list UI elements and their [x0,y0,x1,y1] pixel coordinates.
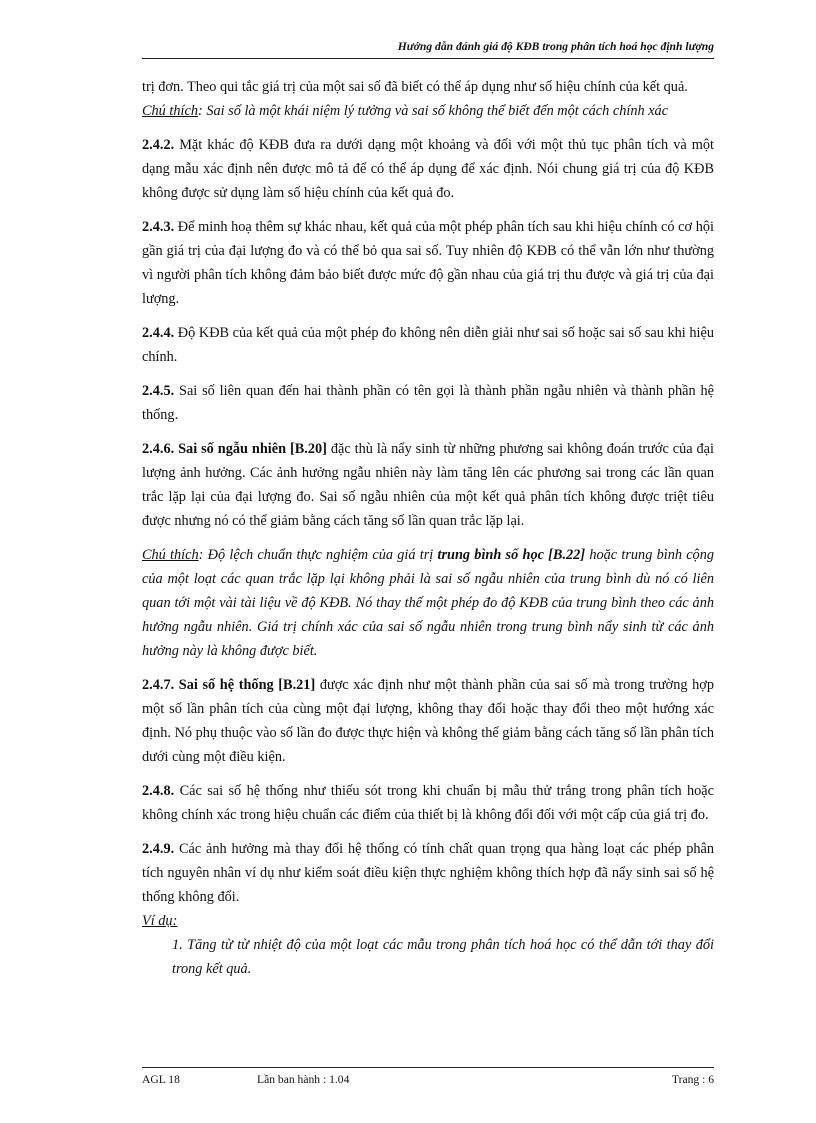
section-number: 2.4.5. [142,383,175,399]
example-label-text: Ví dụ: [142,913,178,929]
section-2-4-3 [142,215,714,311]
section-text: Để minh hoạ thêm sự khác nhau, kết quả của một phép phân tích sau khi hiệu chính có cơ hội gần giá trị của đại lượng đo và có thể bỏ qua sai số. Tuy nhiên độ KĐB có thể vẫn lớn như thường vì người phân tích không đảm bảo biết được mức độ gần nhau của giá trị thu được và giá trị của đại lượng. [142,219,714,307]
section-term: Sai số hệ thống [B.21] [178,677,316,693]
note-1-text: : Sai số là một khái niệm lý tưởng và sai số không thể biết đến một cách chính xác [198,103,669,119]
section-2-4-7 [142,673,714,769]
section-2-4-4 [142,321,714,369]
footer-doc-code: AGL 18 [142,1073,180,1086]
section-text: đặc thù là nẩy sinh từ những phương sai không đoán trước của đại lượng ảnh hưởng. Các ảnh hưởng ngẫu nhiên này làm tăng lên các phương sai trong các lần quan trắc lặp lại của đại lượng đo. Sai số ngẫu nhiên của một kết quả phân tích không được triệt tiêu được nhưng nó có thể giảm bằng cách tăng số lần quan trắc lặp lại. [142,441,714,529]
section-text: Sai số liên quan đến hai thành phần có tên gọi là thành phần ngẫu nhiên và thành phần hệ thống. [142,383,714,423]
section-text: Độ KĐB của kết quả của một phép đo không nên diễn giải như sai số hoặc sai số sau khi hiệu chính. [142,325,714,365]
example-item-1: 1. Tăng từ từ nhiệt độ của một loạt các mẫu trong phân tích hoá học có thể dẫn tới thay đổi trong kết quả. [172,937,714,977]
section-text: Các sai số hệ thống như thiếu sót trong khi chuẩn bị mẫu thử trắng trong phân tích hoặc không chính xác trong hiệu chuẩn các điểm của thiết bị là không đổi đối với một cấp của giá trị đo. [142,783,714,823]
page-content [142,75,714,981]
section-2-4-9 [142,837,714,909]
section-number: 2.4.7. [142,677,175,693]
section-text: Mặt khác độ KĐB đưa ra dưới dạng một khoảng và đối với một thủ tục phân tích và một dạng mẫu xác định nên được mô tả để có thể áp dụng để xác định. Nói chung giá trị của độ KĐB không được sử dụng làm số hiệu chính của kết quả đo. [142,137,714,201]
page-footer [142,1067,714,1086]
example-label [142,909,714,933]
section-number: 2.4.3. [142,219,175,235]
section-text: Các ảnh hưởng mà thay đổi hệ thống có tính chất quan trọng qua hàng loạt các phép phân tích nguyên nhân ví dụ như kiểm soát điều kiện thực nghiệm không thích hợp đã nẩy sinh sai số hệ thống không đổi. [142,841,714,905]
section-term: Sai số ngẫu nhiên [B.20] [178,441,327,457]
note-2-text-a: : Độ lệch chuẩn thực nghiệm của giá trị [198,547,438,563]
page-header [142,36,714,59]
section-2-4-2 [142,133,714,205]
footer-page-number: Trang : 6 [671,1073,714,1086]
intro-paragraph: trị đơn. Theo qui tắc giá trị của một sai số đã biết có thể áp dụng như số hiệu chính của kết quả. [142,79,688,95]
section-2-4-5 [142,379,714,427]
note-2-term: trung bình số học [B.22] [437,547,586,563]
footer-edition: Lần ban hành : 1.04 [257,1073,350,1086]
section-2-4-6 [142,437,714,533]
header-title: Hướng dẫn đánh giá độ KĐB trong phân tích hoá học định lượng [397,40,714,53]
section-2-4-8 [142,779,714,827]
section-number: 2.4.8. [142,783,175,799]
section-number: 2.4.6. [142,441,175,457]
section-text: được xác định như một thành phần của sai số mà trong trường hợp một số lần phân tích của cùng một đại lượng, không thay đổi hoặc thay đổi theo một hướng xác định. Nó phụ thuộc vào số lần đo được thực hiện và không thể giảm bằng cách tăng số lần phân tích dưới cùng một điều kiện. [142,677,715,765]
note-2 [142,543,714,663]
section-number: 2.4.2. [142,137,175,153]
note-2-label: Chú thích [142,547,199,563]
section-number: 2.4.4. [142,325,175,341]
note-1-label: Chú thích [142,103,198,119]
note-1 [142,99,714,123]
section-number: 2.4.9. [142,841,175,857]
note-2-text-b: hoặc trung bình cộng của một loạt các quan trắc lặp lại không phải là sai số ngẫu nhiên của trung bình dù nó có liên quan tới một vài tài liệu về độ KĐB. Nó thay thế một phép đo độ KĐB của trung bình theo các ảnh hưởng ngẫu nhiên. Giá trị chính xác của sai số ngẫu nhiên trong trung bình nẩy sinh từ các ảnh hưởng này là không được biết. [142,547,715,659]
